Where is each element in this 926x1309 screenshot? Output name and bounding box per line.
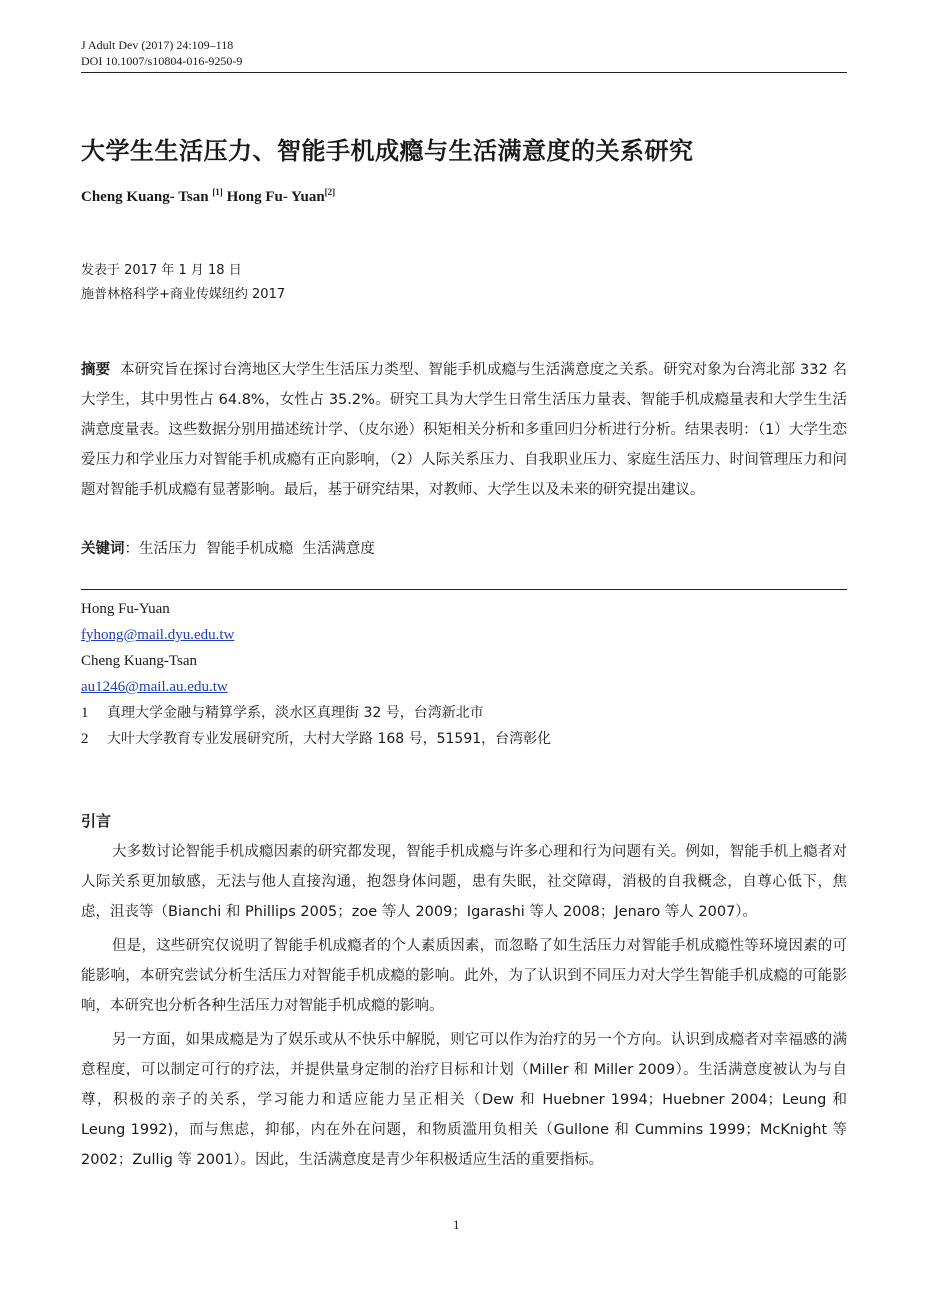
journal-header: [81, 37, 242, 69]
author-1-marker: [1]: [212, 187, 223, 197]
intro-body: [81, 837, 847, 1179]
author-2: Hong Fu- Yuan: [226, 189, 325, 205]
intro-paragraph-2: 但是，这些研究仅说明了智能手机成瘾者的个人素质因素，而忽略了如生活压力对智能手机成瘾性等环境因素的可能影响，本研究尝试分析生活压力对智能手机成瘾的影响。此外，为了认识到不同压力对大学生智能手机成瘾的可能影响，本研究也分析各种生活压力对智能手机成瘾的影响。: [81, 938, 847, 1014]
abstract-text: 本研究旨在探讨台湾地区大学生生活压力类型、智能手机成瘾与生活满意度之关系。研究对象为台湾北部 332 名大学生，其中男性占 64.8%，女性占 35.2%。研究工具为大学生日常生活压力量表、智能手机成瘾量表和大学生生活满意度量表。这些数据分别用描述统计学、（皮尔逊）积矩相关分析和多重回归分析进行分析。结果表明：（1）大学生恋爱压力和学业压力对智能手机成瘾有正向影响，（2）人际关系压力、自我职业压力、家庭生活压力、时间管理压力和问题对智能手机成瘾有显著影响。最后，基于研究结果，对教师、大学生以及未来的研究提出建议。: [81, 362, 848, 498]
intro-paragraph-3: 另一方面，如果成瘾是为了娱乐或从不快乐中解脱，则它可以作为治疗的另一个方向。认识到成瘾者对幸福感的满意程度，可以制定可行的疗法，并提供量身定制的治疗目标和计划（Miller 和 Miller 2009）。生活满意度被认为与自尊，积极的亲子的关系，学习能力和适应能力呈正相关（Dew 和 Huebner 1994；Huebner 2004；Leung 和 Leung 1992)，而与焦虑，抑郁，内在外在问题，和物质滥用负相关（Gullone 和 Cummins 1999；McKnight 等 2002；Zullig 等 2001）。因此，生活满意度是青少年积极适应生活的重要指标。: [81, 1032, 847, 1168]
publisher: 施普林格科学+商业传媒纽约 2017: [81, 287, 286, 302]
author-line: [81, 187, 335, 206]
abstract-label: 摘要: [81, 362, 111, 378]
affiliation-2: [81, 726, 551, 752]
affiliation-1-number: 1: [81, 705, 89, 721]
page-number: 1: [453, 1217, 460, 1232]
doi: DOI 10.1007/s10804-016-9250-9: [81, 54, 243, 68]
keywords: 关键词：生活压力 智能手机成瘾 生活满意度: [81, 541, 375, 557]
email-link-1[interactable]: fyhong@mail.dyu.edu.tw: [81, 627, 235, 643]
affiliation-1-text: 真理大学金融与精算学系，淡水区真理街 32 号，台湾新北市: [107, 705, 484, 721]
author-2-marker: [2]: [324, 187, 336, 197]
email-link-2[interactable]: au1246@mail.au.edu.tw: [81, 679, 228, 695]
journal-citation: J Adult Dev (2017) 24:109–118: [81, 38, 234, 52]
keywords-text: 生活压力 智能手机成瘾 生活满意度: [139, 541, 375, 557]
affiliation-2-number: 2: [81, 731, 89, 747]
affiliation-2-text: 大叶大学教育专业发展研究所，大村大学路 168 号，51591，台湾彰化: [107, 731, 552, 747]
contact-name-1: Hong Fu-Yuan: [81, 601, 170, 617]
header-rule: [81, 72, 847, 73]
section-rule: [81, 589, 847, 590]
intro-paragraph-1: 大多数讨论智能手机成瘾因素的研究都发现，智能手机成瘾与许多心理和行为问题有关。例如，智能手机上瘾者对人际关系更加敏感，无法与他人直接沟通，抱怨身体问题，患有失眠，社交障碍，消极的自我概念，自尊心低下，焦虑，沮丧等（Bianchi 和 Phillips 2005；zoe 等人 2009；Igarashi 等人 2008；Jenaro 等人 2007）。: [81, 844, 847, 920]
keywords-label: 关键词: [81, 541, 125, 557]
author-1: Cheng Kuang- Tsan: [81, 189, 209, 205]
intro-heading: 引言: [81, 812, 112, 830]
paper-title: 大学生生活压力、智能手机成瘾与生活满意度的关系研究: [81, 137, 694, 165]
contact-block: [81, 596, 551, 752]
abstract: [81, 355, 847, 505]
affiliation-1: [81, 700, 551, 726]
contact-name-2: Cheng Kuang-Tsan: [81, 653, 198, 669]
published-date: 发表于 2017 年 1 月 18 日: [81, 263, 242, 278]
publication-info: [81, 259, 285, 307]
